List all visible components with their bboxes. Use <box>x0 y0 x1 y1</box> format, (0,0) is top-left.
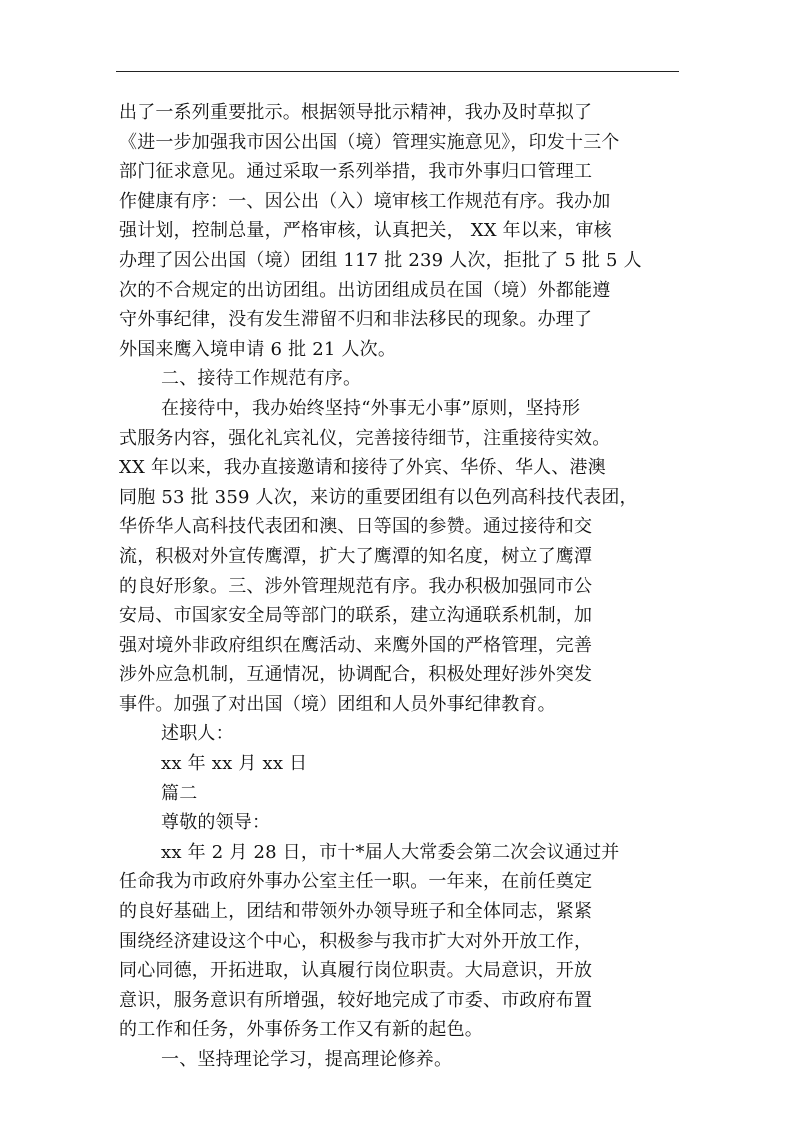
text-line: XX 年以来，我办直接邀请和接待了外宾、华侨、华人、港澳 <box>119 457 606 479</box>
text-line: 意识，服务意识有所增强，较好地完成了市委、市政府布置 <box>119 989 593 1011</box>
text-line: 二、接待工作规范有序。 <box>161 368 362 390</box>
text-line: 同胞 53 批 359 人次，来访的重要团组有以色列高科技代表团， <box>119 486 638 508</box>
text-line: 守外事纪律，没有发生滞留不归和非法移民的现象。办理了 <box>119 309 593 331</box>
text-line: 在接待中，我办始终坚持“外事无小事”原则，坚持形 <box>161 397 581 419</box>
text-line: 华侨华人高科技代表团和澳、日等国的参赞。通过接待和交 <box>119 516 593 538</box>
text-line: 尊敬的领导： <box>161 812 271 834</box>
text-line: 篇二 <box>161 782 198 804</box>
text-line: 强对境外非政府组织在鹰活动、来鹰外国的严格管理，完善 <box>119 634 593 656</box>
text-line: 出了一系列重要批示。根据领导批示精神，我办及时草拟了 <box>119 102 593 123</box>
text-line: 事件。加强了对出国（境）团组和人员外事纪律教育。 <box>119 693 556 715</box>
text-line: 安局、市国家安全局等部门的联系，建立沟通联系机制，加 <box>119 605 593 627</box>
text-line: 次的不合规定的出访团组。出访团组成员在国（境）外都能遵 <box>119 279 611 301</box>
text-line: 涉外应急机制，互通情况，协调配合，积极处理好涉外突发 <box>119 664 593 686</box>
text-line: xx 年 2 月 28 日，市十*届人大常委会第二次会议通过并 <box>161 841 620 863</box>
text-line: 办理了因公出国（境）团组 117 批 239 人次，拒批了 5 批 5 人 <box>119 249 642 271</box>
text-line: 强计划，控制总量，严格审核，认真把关， XX 年以来，审核 <box>119 220 612 242</box>
text-line: 的良好基础上，团结和带领外办领导班子和全体同志，紧紧 <box>119 901 593 923</box>
header-rule <box>116 71 679 72</box>
text-line: 部门征求意见。通过采取一系列举措，我市外事归口管理工 <box>119 161 593 183</box>
text-line: 的工作和任务，外事侨务工作又有新的起色。 <box>119 1019 483 1041</box>
text-line: 一、坚持理论学习，提高理论修养。 <box>161 1049 453 1070</box>
text-line: 外国来鹰入境申请 6 批 21 人次。 <box>119 338 397 360</box>
document-body <box>119 98 689 1075</box>
text-line: 作健康有序：一、因公出（入）境审核工作规范有序。我办加 <box>119 190 611 212</box>
text-line: 同心同德，开拓进取，认真履行岗位职责。大局意识，开放 <box>119 960 593 982</box>
text-line: 式服务内容，强化礼宾礼仪，完善接待细节，注重接待实效。 <box>119 427 611 449</box>
text-line: 任命我为市政府外事办公室主任一职。一年来，在前任奠定 <box>119 871 593 893</box>
text-line: 流，积极对外宣传鹰潭，扩大了鹰潭的知名度，树立了鹰潭 <box>119 545 593 567</box>
text-line: 述职人： <box>161 723 234 745</box>
text-line: xx 年 xx 月 xx 日 <box>161 753 308 775</box>
text-line: 的良好形象。三、涉外管理规范有序。我办积极加强同市公 <box>119 575 593 597</box>
text-line: 围绕经济建设这个中心，积极参与我市扩大对外开放工作， <box>119 930 593 952</box>
text-line: 《进一步加强我市因公出国（境）管理实施意见》，印发十三个 <box>119 131 620 153</box>
